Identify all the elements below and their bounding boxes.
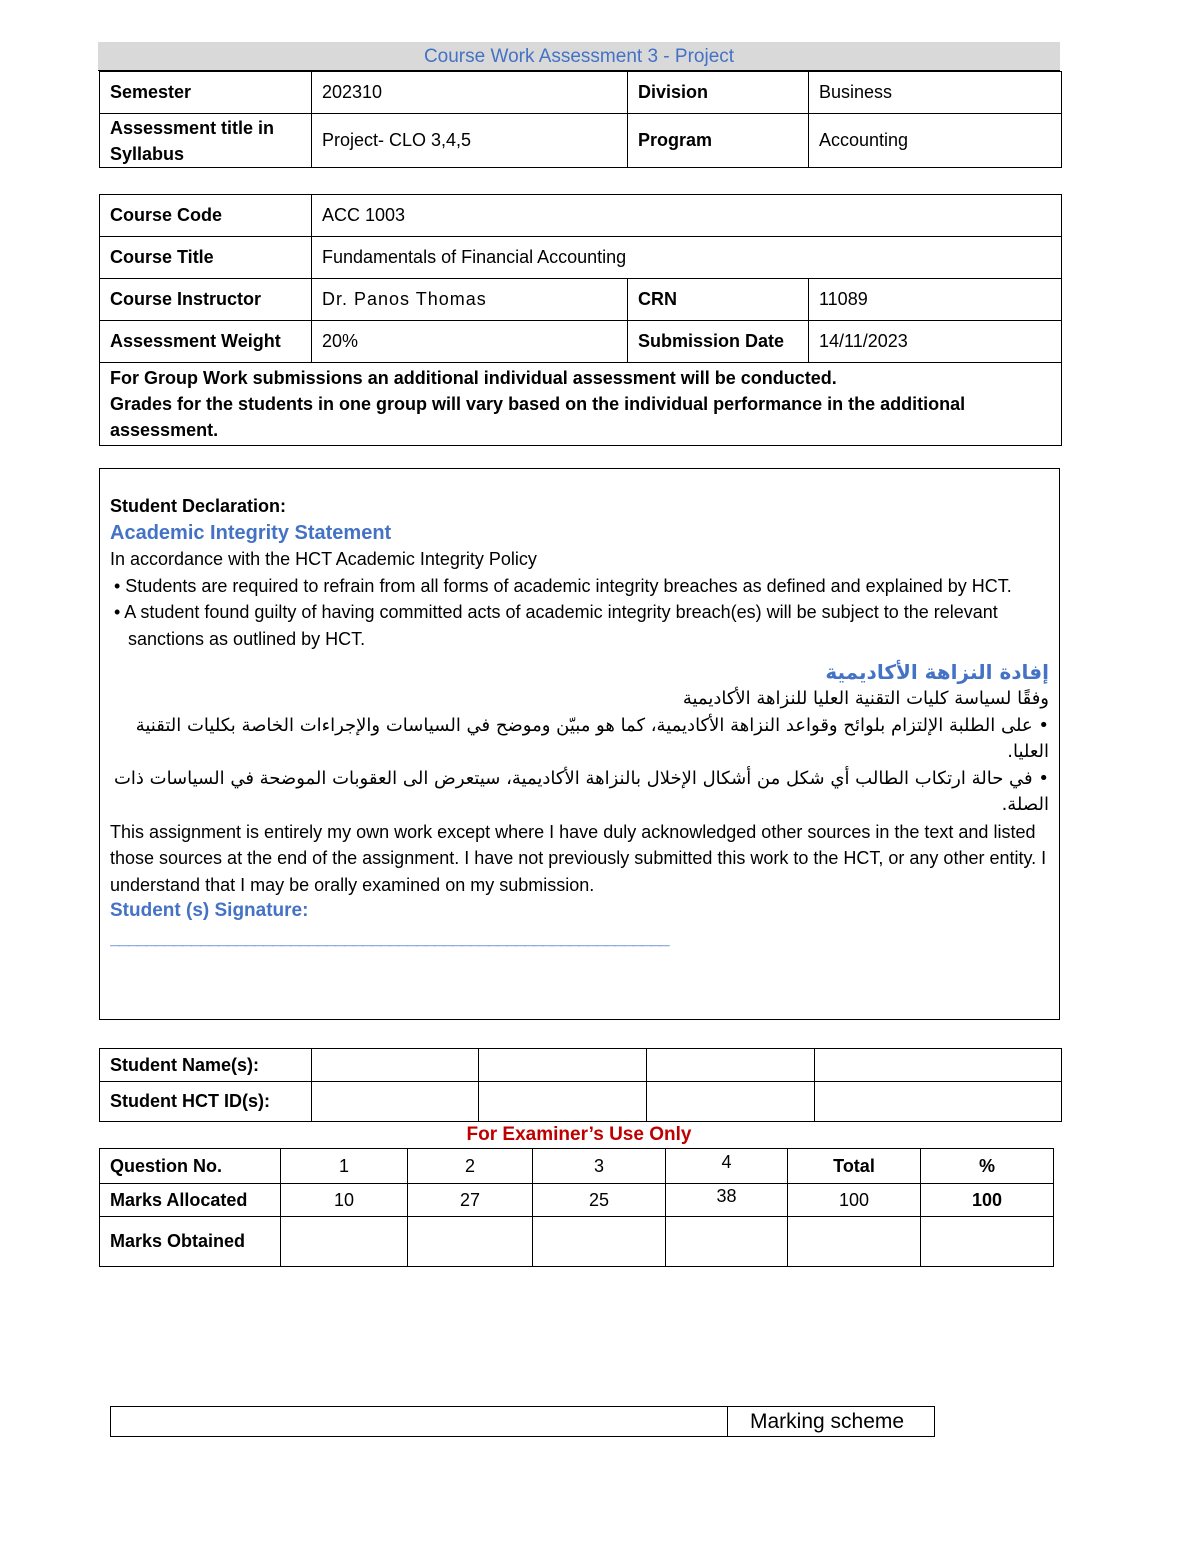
division-label: Division	[628, 72, 809, 114]
student-ids-label: Student HCT ID(s):	[100, 1082, 312, 1122]
student-names-label: Student Name(s):	[100, 1049, 312, 1082]
info-table	[99, 71, 1062, 168]
question-no-label: Question No.	[100, 1149, 281, 1184]
weight-value: 20%	[312, 321, 628, 363]
total-label: Total	[788, 1149, 921, 1184]
declaration-heading: Student Declaration:	[110, 496, 287, 516]
student-id-cell[interactable]	[312, 1082, 479, 1122]
marking-scheme-table	[110, 1406, 935, 1437]
student-name-cell[interactable]	[815, 1049, 1062, 1082]
course-code-value: ACC 1003	[312, 195, 1062, 237]
course-title-value: Fundamentals of Financial Accounting	[312, 237, 1062, 279]
arabic-bullet-1: • على الطلبة الإلتزام بلوائح وقواعد النزاهة الأكاديمية، كما هو مبيّن وموضح في السياسات والإجراءات الخاصة بكليات التقنية العليا.	[135, 714, 1049, 762]
allocated-q3: 25	[533, 1184, 666, 1217]
semester-value: 202310	[312, 72, 628, 114]
own-work-statement: This assignment is entirely my own work except where I have duly acknowledged other sources in the text and listed those sources at the end of the assignment. I have not previously submitted this work to the HCT, or any other entity. I understand that I may be orally examined on my submission.	[110, 821, 1047, 895]
question-1: 1	[281, 1149, 408, 1184]
obtained-q3[interactable]	[533, 1217, 666, 1267]
allocated-q1: 10	[281, 1184, 408, 1217]
marks-allocated-label: Marks Allocated	[100, 1184, 281, 1217]
assessment-title-value: Project- CLO 3,4,5	[312, 114, 628, 168]
course-title-label: Course Title	[100, 237, 312, 279]
obtained-q4[interactable]	[666, 1217, 788, 1267]
division-value: Business	[809, 72, 1062, 114]
obtained-q2[interactable]	[408, 1217, 533, 1267]
student-name-cell[interactable]	[479, 1049, 647, 1082]
submission-date-label: Submission Date	[628, 321, 809, 363]
instructor-label: Course Instructor	[100, 279, 312, 321]
allocated-total: 100	[788, 1184, 921, 1217]
examiner-caption: For Examiner’s Use Only	[466, 1124, 692, 1145]
marks-obtained-label: Marks Obtained	[100, 1217, 281, 1267]
integrity-bullet-1: • Students are required to refrain from all forms of academic integrity breaches as defined and explained by HCT.	[114, 575, 1012, 596]
signature-label: Student (s) Signature:	[110, 900, 309, 921]
course-code-label: Course Code	[100, 195, 312, 237]
student-id-cell[interactable]	[647, 1082, 815, 1122]
question-4: 4	[666, 1149, 788, 1184]
weight-label: Assessment Weight	[100, 321, 312, 363]
page-title: Course Work Assessment 3 - Project	[98, 42, 1060, 71]
question-3: 3	[533, 1149, 666, 1184]
allocated-q4: 38	[666, 1184, 788, 1217]
marking-scheme-label: Marking scheme	[728, 1407, 935, 1437]
marks-table	[99, 1148, 1054, 1267]
assessment-title-label: Assessment title in Syllabus	[100, 114, 312, 168]
integrity-intro: In accordance with the HCT Academic Integrity Policy	[110, 549, 537, 569]
obtained-total[interactable]	[788, 1217, 921, 1267]
allocated-percent: 100	[921, 1184, 1054, 1217]
crn-value: 11089	[809, 279, 1062, 321]
percent-label: %	[921, 1149, 1054, 1184]
allocated-q2: 27	[408, 1184, 533, 1217]
obtained-q1[interactable]	[281, 1217, 408, 1267]
program-value: Accounting	[809, 114, 1062, 168]
instructor-value: Dr. Panos Thomas	[312, 279, 628, 321]
question-2: 2	[408, 1149, 533, 1184]
student-id-cell[interactable]	[479, 1082, 647, 1122]
arabic-bullet-2: • في حالة ارتكاب الطالب أي شكل من أشكال الإخلال بالنزاهة الأكاديمية، سيتعرض الى العقوبات الموضحة في السياسات ذات الصلة.	[113, 767, 1049, 815]
obtained-percent[interactable]	[921, 1217, 1054, 1267]
marking-scheme-blank	[111, 1407, 728, 1437]
submission-date-value: 14/11/2023	[809, 321, 1062, 363]
student-name-cell[interactable]	[312, 1049, 479, 1082]
integrity-title: Academic Integrity Statement	[110, 521, 392, 544]
students-table	[99, 1048, 1062, 1122]
student-name-cell[interactable]	[647, 1049, 815, 1082]
student-declaration	[99, 468, 1060, 1020]
group-note	[100, 363, 1062, 446]
course-table	[99, 194, 1062, 446]
group-note-line-2: Grades for the students in one group will vary based on the individual performance in the additional assessment.	[110, 394, 966, 440]
student-id-cell[interactable]	[815, 1082, 1062, 1122]
integrity-bullet-2: • A student found guilty of having committed acts of academic integrity breach(es) will be subject to the relevant sanctions as outlined by HCT.	[114, 602, 998, 649]
crn-label: CRN	[628, 279, 809, 321]
arabic-integrity-title: إفادة النزاهة الأكاديمية	[825, 660, 1049, 684]
arabic-intro: وفقًا لسياسة كليات التقنية العليا للنزاهة الأكاديمية	[682, 688, 1049, 709]
semester-label: Semester	[100, 72, 312, 114]
program-label: Program	[628, 114, 809, 168]
group-note-line-1: For Group Work submissions an additional individual assessment will be conducted.	[110, 368, 837, 388]
signature-line[interactable]: ______________________________________________________________	[110, 927, 669, 948]
